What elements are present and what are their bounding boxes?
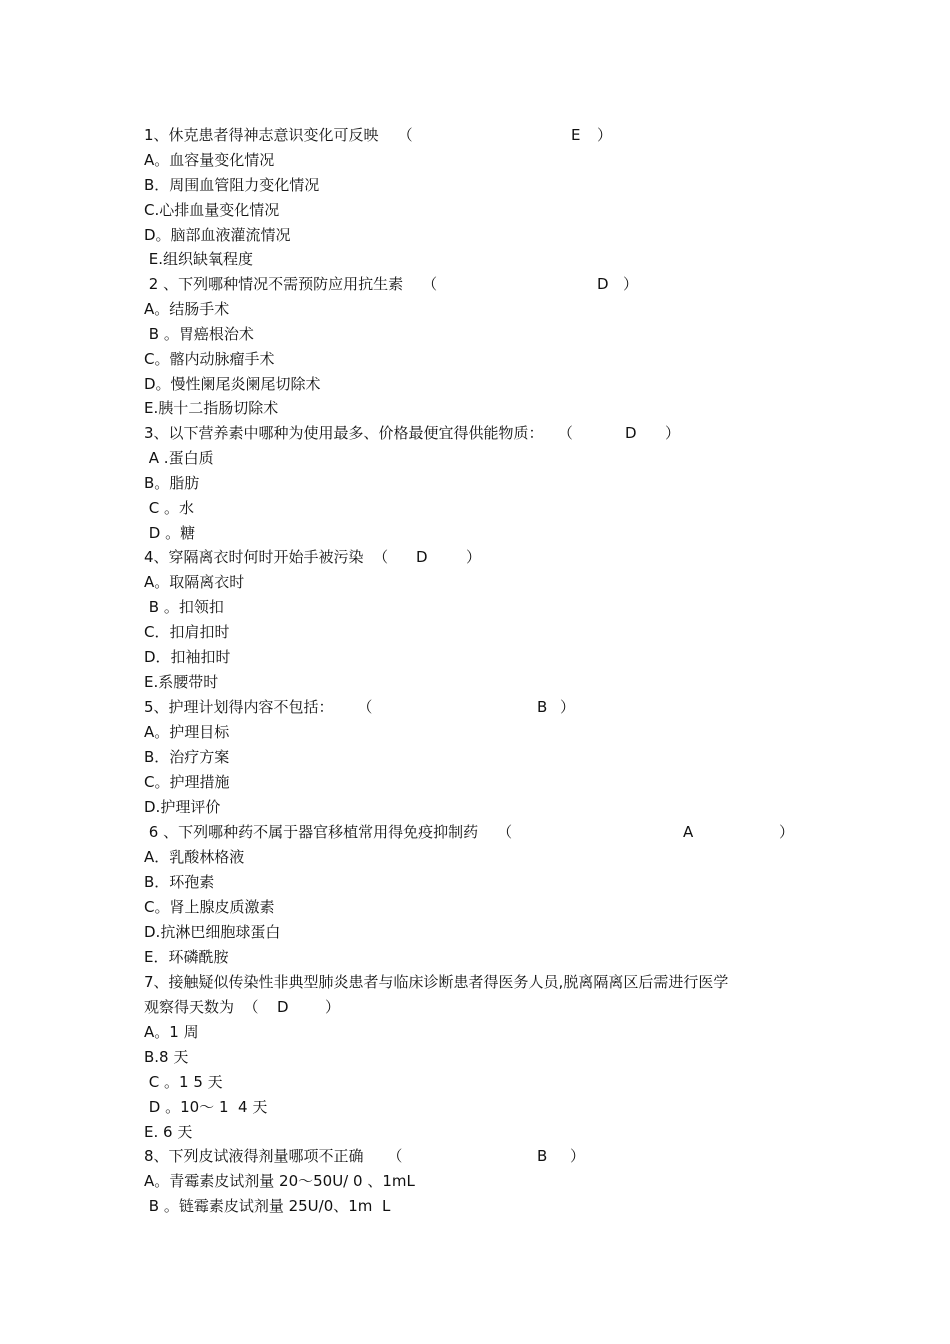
option-line: B 。链霉素皮试剂量 25U/0、1m L bbox=[144, 1197, 391, 1215]
answer-letter: A bbox=[683, 823, 694, 841]
option-line: D。脑部血液灌流情况 bbox=[144, 226, 291, 244]
option-line: C。护理措施 bbox=[144, 773, 230, 791]
option-line: C。肾上腺皮质激素 bbox=[144, 898, 275, 916]
option-line: D．扣袖扣时 bbox=[144, 648, 231, 666]
option-line: A。取隔离衣时 bbox=[144, 573, 245, 591]
option-line: D.护理评价 bbox=[144, 798, 221, 816]
option-line: C 。1 5 天 bbox=[144, 1073, 223, 1091]
option-line: A。护理目标 bbox=[144, 723, 230, 741]
question-2-stem: 2 、下列哪种情况不需预防应用抗生素 （ D ） bbox=[144, 272, 163, 297]
question-4-stem: 4、穿隔离衣时何时开始手被污染 （ D ） bbox=[144, 545, 163, 570]
option-line: B．治疗方案 bbox=[144, 748, 230, 766]
option-line: A．乳酸林格液 bbox=[144, 848, 245, 866]
option-line: E.胰十二指肠切除术 bbox=[144, 399, 279, 417]
question-6-stem: 6 、下列哪种药不属于器官移植常用得免疫抑制药 （ A ） bbox=[144, 820, 163, 845]
option-line: D 。糖 bbox=[144, 524, 196, 542]
answer-letter: B bbox=[537, 1147, 548, 1165]
option-line: A。1 周 bbox=[144, 1023, 199, 1041]
answer-close-paren: ） bbox=[570, 1147, 586, 1165]
option-line: E.组织缺氧程度 bbox=[144, 250, 254, 268]
answer-close-paren: ） bbox=[466, 548, 482, 566]
option-line: A .蛋白质 bbox=[144, 449, 214, 467]
option-line: C.心排血量变化情况 bbox=[144, 201, 280, 219]
question-8-stem: 8、下列皮试液得剂量哪项不正确 （ B ） bbox=[144, 1144, 163, 1169]
option-line: A。血容量变化情况 bbox=[144, 151, 275, 169]
question-7-stem-continued: 观察得天数为 （ D ） bbox=[144, 995, 163, 1020]
question-3-stem: 3、以下营养素中哪种为使用最多、价格最便宜得供能物质： （ D ） bbox=[144, 421, 163, 446]
option-line: E.系腰带时 bbox=[144, 673, 219, 691]
answer-close-paren: ） bbox=[665, 424, 681, 442]
option-line: C．扣肩扣时 bbox=[144, 623, 230, 641]
answer-letter: D bbox=[597, 275, 609, 293]
option-line: C 。水 bbox=[144, 499, 195, 517]
option-line: A。结肠手术 bbox=[144, 300, 230, 318]
option-line: C。髂内动脉瘤手术 bbox=[144, 350, 275, 368]
option-line: B．周围血管阻力变化情况 bbox=[144, 176, 320, 194]
option-line: B．环孢素 bbox=[144, 873, 215, 891]
question-1-stem: 1、休克患者得神志意识变化可反映 （ E ） bbox=[144, 123, 163, 148]
answer-close-paren: ） bbox=[779, 823, 795, 841]
answer-letter: B bbox=[537, 698, 548, 716]
question-7-stem: 7、接触疑似传染性非典型肺炎患者与临床诊断患者得医务人员,脱离隔离区后需进行医学 bbox=[144, 973, 729, 991]
answer-close-paren: ） bbox=[325, 998, 341, 1016]
answer-close-paren: ） bbox=[623, 275, 639, 293]
question-5-stem: 5、护理计划得内容不包括： （ B ） bbox=[144, 695, 163, 720]
option-line: E．环磷酰胺 bbox=[144, 948, 229, 966]
option-line: B 。扣领扣 bbox=[144, 598, 224, 616]
answer-letter: D bbox=[277, 998, 289, 1016]
answer-letter: E bbox=[571, 126, 581, 144]
option-line: E. 6 天 bbox=[144, 1123, 193, 1141]
option-line: A。青霉素皮试剂量 20～50U/ 0 、1mL bbox=[144, 1172, 415, 1190]
answer-close-paren: ） bbox=[597, 126, 613, 144]
answer-letter: D bbox=[625, 424, 637, 442]
option-line: D。慢性阑尾炎阑尾切除术 bbox=[144, 375, 321, 393]
option-line: B 。胃癌根治术 bbox=[144, 325, 254, 343]
answer-close-paren: ） bbox=[560, 698, 576, 716]
option-line: D.抗淋巴细胞球蛋白 bbox=[144, 923, 281, 941]
option-line: B。脂肪 bbox=[144, 474, 200, 492]
option-line: B.8 天 bbox=[144, 1048, 189, 1066]
option-line: D 。10～ 1 4 天 bbox=[144, 1098, 268, 1116]
answer-letter: D bbox=[416, 548, 428, 566]
